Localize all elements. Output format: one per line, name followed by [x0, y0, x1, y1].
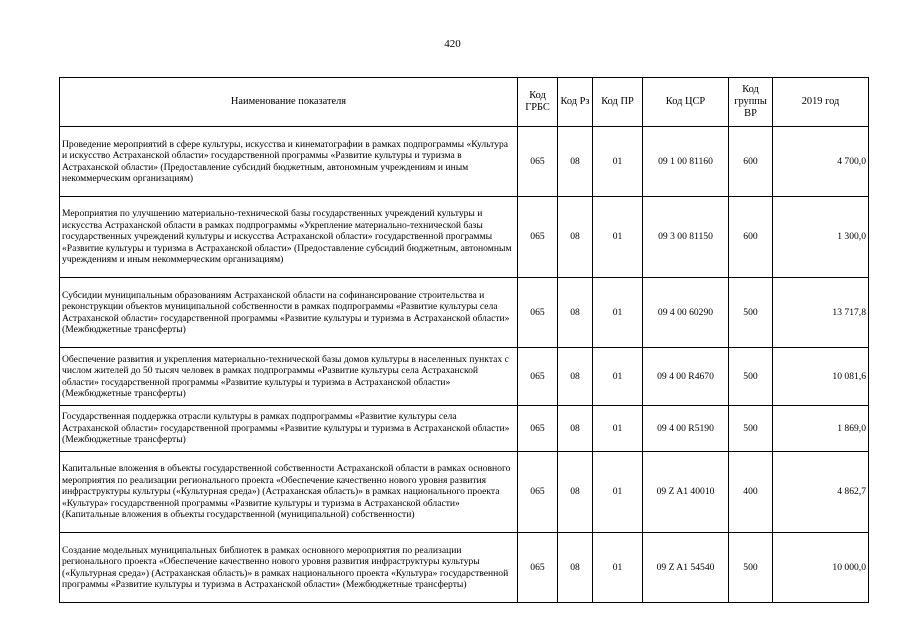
row-pr: 01 — [593, 533, 643, 603]
row-name: Субсидии муниципальным образованиям Астраханской области на софинансирование строительства и реконструкции объектов муниципальной собственности в рамках подпрограммы «Развитие культуры села Астраханской области» государственной программы «Развитие культуры и туризма в Астраханской области» (Межбюджетные трансферты) — [60, 278, 518, 348]
table-header-row — [60, 78, 869, 127]
row-name: Государственная поддержка отрасли культуры в рамках подпрограммы «Развитие культуры села Астраханской области» государственной программы «Развитие культуры и туризма в Астраханской области» (Межбюджетные трансферты) — [60, 406, 518, 452]
table-row — [60, 406, 869, 452]
row-pr: 01 — [593, 127, 643, 197]
row-name: Создание модельных муниципальных библиотек в рамках основного мероприятия по реализации регионального проекта «Обеспечение качественно нового уровня развития инфраструктуры культуры («Культурная среда») (Астраханская область)» в рамках национального проекта «Культура» государственной программы «Развитие культуры и туризма в Астраханской области» (Межбюджетные трансферты) — [60, 533, 518, 603]
row-csr: 09 4 00 R4670 — [643, 348, 729, 406]
row-vr: 500 — [729, 278, 773, 348]
row-amount: 1 869,0 — [773, 406, 869, 452]
header-vr: Код группы ВР — [729, 78, 773, 127]
row-grbs: 065 — [518, 348, 558, 406]
row-vr: 400 — [729, 452, 773, 533]
row-vr: 500 — [729, 406, 773, 452]
header-csr: Код ЦСР — [643, 78, 729, 127]
table-row — [60, 197, 869, 278]
row-pr: 01 — [593, 278, 643, 348]
header-pr: Код ПР — [593, 78, 643, 127]
row-amount: 1 300,0 — [773, 197, 869, 278]
row-rz: 08 — [558, 348, 593, 406]
budget-table — [59, 77, 869, 603]
row-vr: 500 — [729, 533, 773, 603]
row-rz: 08 — [558, 406, 593, 452]
row-name: Обеспечение развития и укрепления материально-технической базы домов культуры в населенных пунктах с числом жителей до 50 тысяч человек в рамках подпрограммы «Развитие культуры села Астраханской области» государственной программы «Развитие культуры и туризма в Астраханской области» (Межбюджетные трансферты) — [60, 348, 518, 406]
table-row — [60, 127, 869, 197]
row-name: Мероприятия по улучшению материально-технической базы государственных учреждений культуры и искусства Астраханской области в рамках подпрограммы «Укрепление материально-технической базы государственных учреждений культуры и искусства Астраханской области» государственной программы «Развитие культуры и туризма в Астраханской области» (Предоставление субсидий бюджетным, автономным учреждениям и иным некоммерческим организациям) — [60, 197, 518, 278]
row-grbs: 065 — [518, 533, 558, 603]
row-rz: 08 — [558, 127, 593, 197]
header-grbs: Код ГРБС — [518, 78, 558, 127]
row-grbs: 065 — [518, 406, 558, 452]
row-rz: 08 — [558, 278, 593, 348]
row-rz: 08 — [558, 452, 593, 533]
table-row — [60, 533, 869, 603]
row-pr: 01 — [593, 348, 643, 406]
row-vr: 600 — [729, 127, 773, 197]
row-pr: 01 — [593, 452, 643, 533]
table-row — [60, 452, 869, 533]
row-amount: 10 000,0 — [773, 533, 869, 603]
row-csr: 09 Z A1 40010 — [643, 452, 729, 533]
row-csr: 09 4 00 R5190 — [643, 406, 729, 452]
header-name: Наименование показателя — [60, 78, 518, 127]
row-name: Капитальные вложения в объекты государственной собственности Астраханской области в рамках основного мероприятия по реализации регионального проекта «Обеспечение качественно нового уровня развития инфраструктуры культуры («Культурная среда») (Астраханская область)» в рамках национального проекта «Культура» государственной программы «Развитие культуры и туризма в Астраханской области» (Капитальные вложения в объекты государственной (муниципальной) собственности) — [60, 452, 518, 533]
row-pr: 01 — [593, 197, 643, 278]
row-csr: 09 4 00 60290 — [643, 278, 729, 348]
row-rz: 08 — [558, 197, 593, 278]
header-rz: Код Рз — [558, 78, 593, 127]
row-amount: 4 862,7 — [773, 452, 869, 533]
page-number: 420 — [444, 38, 461, 50]
row-csr: 09 Z A1 54540 — [643, 533, 729, 603]
row-grbs: 065 — [518, 127, 558, 197]
row-grbs: 065 — [518, 278, 558, 348]
row-name: Проведение мероприятий в сфере культуры, искусства и кинематографии в рамках подпрограммы «Культура и искусство Астраханской области» государственной программы «Развитие культуры и туризма в Астраханской области» (Предоставление субсидий бюджетным, автономным учреждениям и иным некоммерческим организациям) — [60, 127, 518, 197]
header-year: 2019 год — [773, 78, 869, 127]
table-row — [60, 348, 869, 406]
row-rz: 08 — [558, 533, 593, 603]
row-amount: 10 081,6 — [773, 348, 869, 406]
row-amount: 4 700,0 — [773, 127, 869, 197]
row-vr: 500 — [729, 348, 773, 406]
row-csr: 09 1 00 81160 — [643, 127, 729, 197]
row-amount: 13 717,8 — [773, 278, 869, 348]
row-csr: 09 3 00 81150 — [643, 197, 729, 278]
row-pr: 01 — [593, 406, 643, 452]
row-grbs: 065 — [518, 197, 558, 278]
row-grbs: 065 — [518, 452, 558, 533]
row-vr: 600 — [729, 197, 773, 278]
table-row — [60, 278, 869, 348]
